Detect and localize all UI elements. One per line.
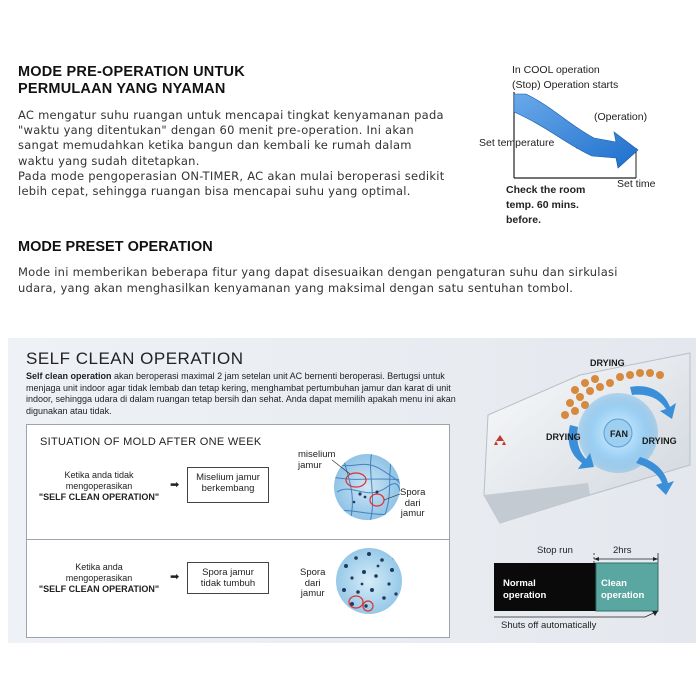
case1-label-top1: miselium	[298, 449, 336, 460]
diagram-check-line3: before.	[506, 214, 542, 226]
case1-result-line1: Miselium jamur	[196, 472, 260, 483]
operation-arrow-icon	[514, 94, 638, 168]
mycelium-microscope-image	[332, 452, 402, 522]
case2-line2: mengoperasikan	[65, 573, 133, 583]
self-clean-desc-rest: akan beroperasi maximal 2 jam setelan unit AC bernenti beroperasi. Bertugsi untuk menjaga unit indoor agar tidak lembab dan tetap kering, menghambat pertumbuhan jamur dan karat di unit indoor, sehingga udara di dalam ruangan tetap bersih dan sehat. Anda dapat memilih apakah menu ini akan digunakan atau tidak.	[26, 371, 456, 416]
case1-label-r1: Spora	[400, 487, 426, 498]
case2-label	[34, 562, 164, 595]
diagram-in-cool: In COOL operation	[512, 64, 600, 76]
case2-line1: Ketika anda	[75, 562, 123, 572]
timeline-stop-run: Stop run	[537, 545, 573, 556]
normal-operation-label	[503, 578, 546, 602]
case1-line1: Ketika anda tidak	[64, 470, 134, 480]
pre-operation-diagram	[476, 86, 666, 201]
case2-label3: jamur	[300, 588, 325, 599]
case2-label1: Spora	[300, 567, 326, 578]
case1-label-r3: jamur	[400, 508, 425, 519]
drying-label-top: DRYING	[590, 358, 625, 368]
case1-line2: mengoperasikan	[65, 481, 133, 491]
case2-spore-label	[300, 568, 325, 600]
preset-title: MODE PRESET OPERATION	[18, 239, 213, 255]
drying-label-right: DRYING	[642, 436, 677, 446]
case2-line3: "SELF CLEAN OPERATION"	[38, 584, 160, 594]
self-clean-title: SELF CLEAN OPERATION	[26, 349, 244, 368]
pre-operation-title-line1: MODE PRE-OPERATION UNTUK	[18, 64, 245, 80]
case1-line3: "SELF CLEAN OPERATION"	[38, 492, 160, 502]
diagram-check-line2: temp. 60 mins.	[506, 199, 579, 211]
normal-line1: Normal	[503, 578, 536, 589]
case2-result-line1: Spora jamur	[202, 567, 254, 578]
normal-line2: operation	[503, 590, 547, 601]
case1-arrow-icon: ➡	[170, 478, 180, 491]
clean-operation-label	[601, 578, 644, 602]
drying-label-left: DRYING	[546, 432, 581, 442]
diagram-stop-starts: (Stop) Operation starts	[512, 79, 619, 91]
timeline-2hrs: 2hrs	[613, 545, 632, 556]
case1-result-line2: berkembang	[201, 483, 255, 494]
self-clean-desc-bold: Self clean operation	[26, 371, 112, 381]
case1-label-r2: dari	[404, 497, 421, 509]
case2-result-line2: tidak tumbuh	[200, 578, 256, 589]
case2-result-box	[187, 562, 269, 594]
diagram-set-time: Set time	[617, 178, 656, 190]
case1-label-top2: jamur	[298, 459, 322, 471]
case1-label	[34, 470, 164, 503]
clean-line2: operation	[601, 590, 645, 601]
diagram-check-line1: Check the room	[506, 184, 586, 196]
pre-operation-title-line2: PERMULAAN YANG NYAMAN	[18, 81, 226, 97]
case1-result-box	[187, 467, 269, 503]
diagram-set-temperature: Set temperature	[479, 137, 555, 149]
pre-operation-paragraph-1: AC mengatur suhu ruangan untuk mencapai tingkat kenyamanan pada "waktu yang ditentukan" dengan 60 menit pre-operation. Ini akan sangat memudahkan ketika bangun dan kembali ke rumah dalam waktu yang sudah ditetapkan.	[18, 108, 444, 168]
diagram-operation: (Operation)	[594, 111, 648, 123]
pre-operation-body	[18, 108, 448, 199]
pre-operation-paragraph-2: Pada mode pengoperasian ON-TIMER, AC akan mulai beroperasi sedikit lebih cepat, sehingga ruangan bisa mencapai suhu yang optimal.	[18, 168, 445, 199]
mold-situation-title: SITUATION OF MOLD AFTER ONE WEEK	[40, 436, 262, 448]
spores-microscope-image	[334, 546, 404, 616]
timeline-shuts-off: Shuts off automatically	[501, 620, 597, 631]
clean-line1: Clean	[601, 578, 627, 589]
case2-label2: dari	[304, 577, 321, 589]
case1-spore-label	[400, 488, 425, 520]
case2-arrow-icon: ➡	[170, 570, 180, 583]
pre-operation-title	[18, 64, 288, 98]
case1-mycelium-label	[298, 450, 335, 471]
preset-body: Mode ini memberikan beberapa fitur yang dapat disesuaikan dengan pengaturan suhu dan sirkulasi udara, yang akan menghasilkan kenyamanan yang maksimal dengan satu sentuhan tombol.	[18, 265, 618, 295]
fan-label: FAN	[610, 429, 628, 439]
self-clean-description	[26, 371, 466, 417]
